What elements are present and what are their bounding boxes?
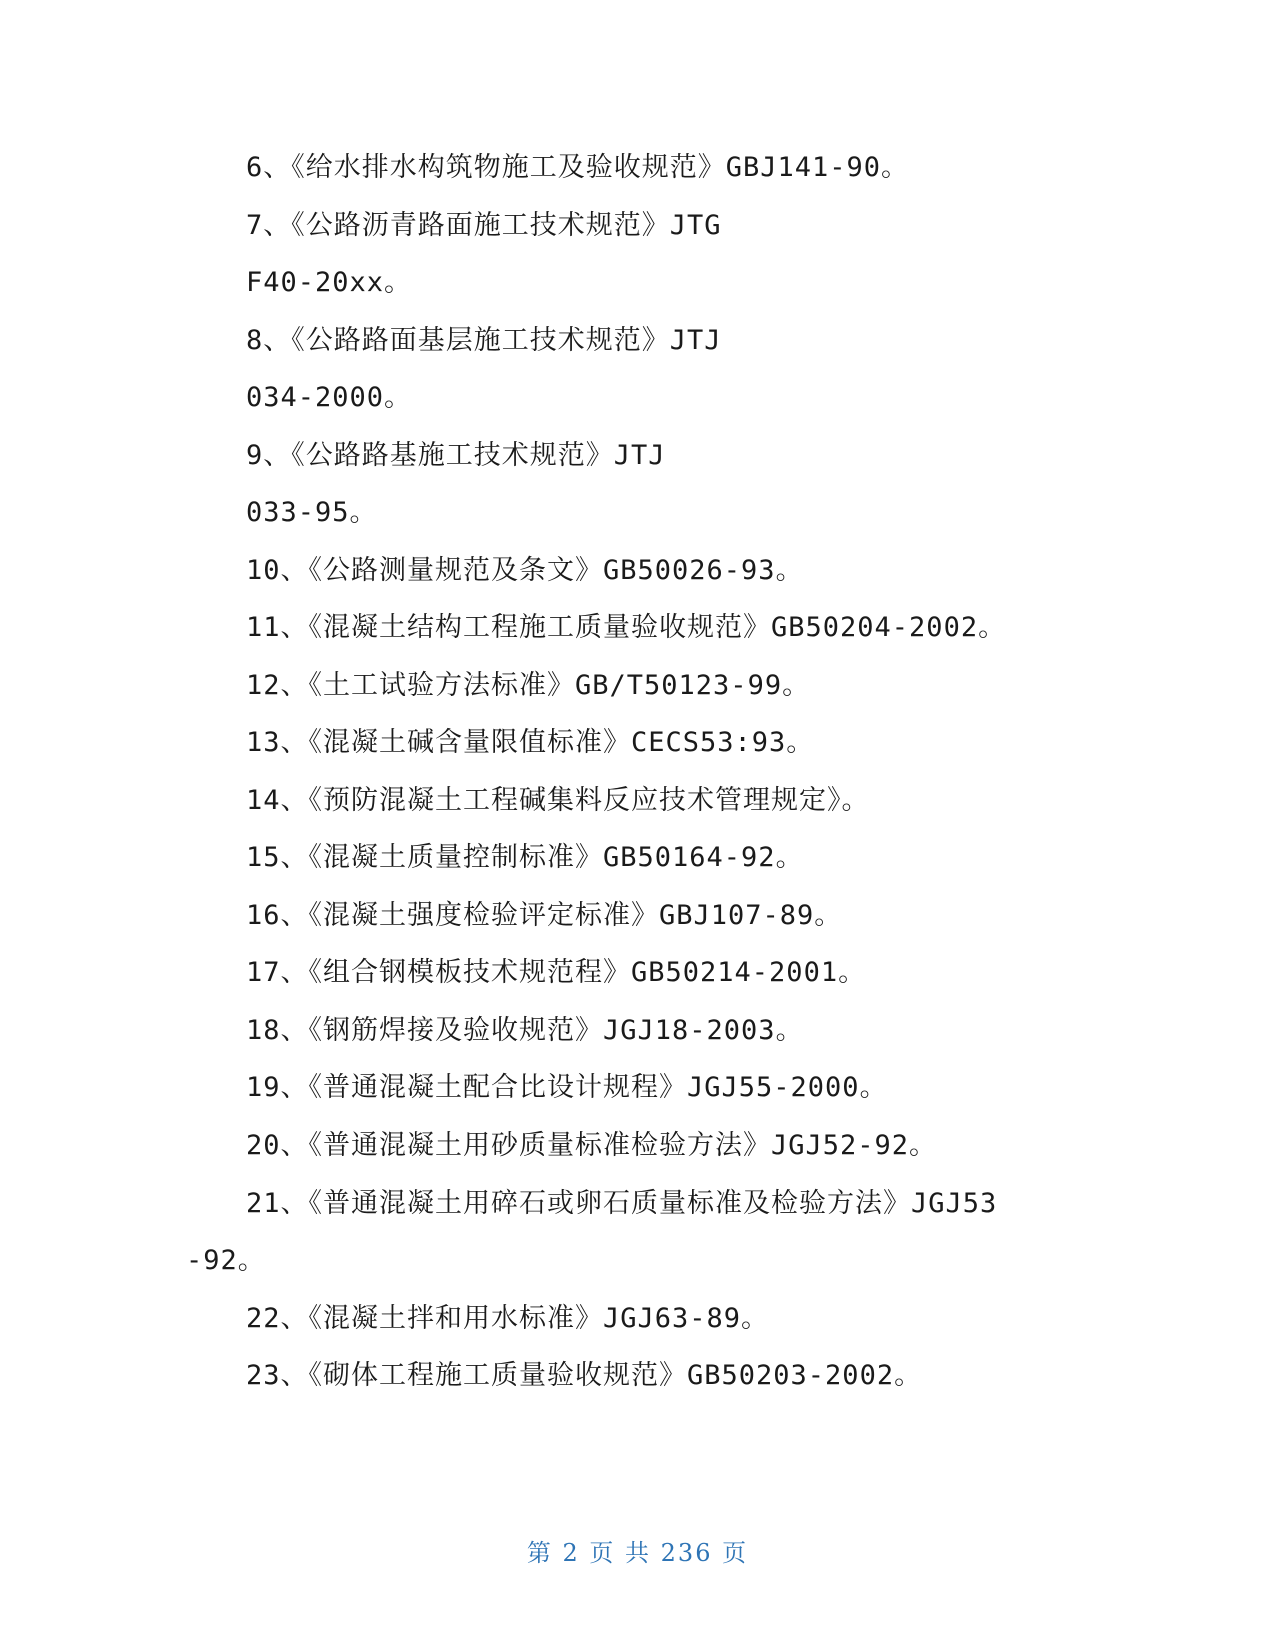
- list-item: 11、《混凝土结构工程施工质量验收规范》GB50204-2002。: [246, 612, 1007, 643]
- list-item: 7、《公路沥青路面施工技术规范》JTG: [246, 210, 722, 241]
- list-item: 10、《公路测量规范及条文》GB50026-93。: [246, 555, 804, 586]
- list-item: 19、《普通混凝土配合比设计规程》JGJ55-2000。: [246, 1072, 888, 1103]
- list-item: 9、《公路路基施工技术规范》JTJ: [246, 440, 666, 471]
- list-item: 6、《给水排水构筑物施工及验收规范》GBJ141-90。: [246, 152, 910, 183]
- list-item-continuation: 033-95。: [246, 497, 378, 528]
- page-number-footer: 第 2 页 共 236 页: [526, 1539, 749, 1567]
- list-item: 17、《组合钢模板技术规范程》GB50214-2001。: [246, 957, 867, 988]
- list-item-continuation: -92。: [186, 1245, 266, 1276]
- list-item-continuation: 034-2000。: [246, 382, 413, 413]
- list-item-continuation: F40-20xx。: [246, 267, 413, 298]
- list-item: 14、《预防混凝土工程碱集料反应技术管理规定》。: [246, 785, 870, 816]
- list-item: 18、《钢筋焊接及验收规范》JGJ18-2003。: [246, 1015, 804, 1046]
- list-item: 12、《土工试验方法标准》GB/T50123-99。: [246, 670, 811, 701]
- list-item: 16、《混凝土强度检验评定标准》GBJ107-89。: [246, 900, 843, 931]
- list-item: 13、《混凝土碱含量限值标准》CECS53:93。: [246, 727, 815, 758]
- list-item: 20、《普通混凝土用砂质量标准检验方法》JGJ52-92。: [246, 1130, 938, 1161]
- list-item: 8、《公路路面基层施工技术规范》JTJ: [246, 325, 722, 356]
- list-item: 22、《混凝土拌和用水标准》JGJ63-89。: [246, 1303, 770, 1334]
- list-item: 15、《混凝土质量控制标准》GB50164-92。: [246, 842, 804, 873]
- list-item: 23、《砌体工程施工质量验收规范》GB50203-2002。: [246, 1360, 923, 1391]
- list-item: 21、《普通混凝土用碎石或卵石质量标准及检验方法》JGJ53: [246, 1188, 998, 1219]
